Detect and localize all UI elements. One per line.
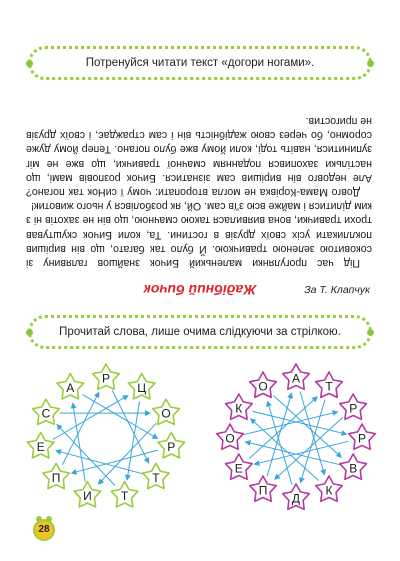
page-number: 28 xyxy=(38,524,50,535)
letter-star xyxy=(111,482,138,507)
letter-star xyxy=(43,463,70,488)
page-number-badge xyxy=(33,519,55,541)
star-letter: В xyxy=(349,461,358,476)
instruction-banner-2 xyxy=(28,315,372,349)
star-letter: П xyxy=(51,470,61,485)
instruction-text-2: Прочитай слова, лише очима слідкуючи за стрілкою. xyxy=(59,326,341,338)
star-letter: К xyxy=(325,483,333,498)
letter-star xyxy=(33,399,60,424)
letter-star xyxy=(283,484,310,509)
star-letter: Т xyxy=(120,489,129,504)
letter-star xyxy=(158,433,185,458)
arrow-line xyxy=(273,396,341,458)
letter-star xyxy=(226,394,253,419)
star-letter: Е xyxy=(36,440,45,454)
arrow-line xyxy=(251,419,319,481)
letter-star xyxy=(226,454,253,479)
arrow-line xyxy=(252,411,346,434)
instruction-banner-1 xyxy=(28,46,372,80)
story-paragraph: Під час прогулянки маленький Бичок знайшов галявину зі соковитою зеленою травичкою. Й було так багато, що він вирішив поклликати усіх своїх друзів в гостини. Та, коли Бичок скуштував трохи травички, вона виявилася такою смачною, що він не захотів ні з ким ділитися і майже всю з'їв сам. Ой, як розболівся у нього животик! xyxy=(26,200,372,269)
star-letter: Е xyxy=(234,461,243,476)
star-letter: И xyxy=(83,489,92,504)
star-letter: С xyxy=(41,406,51,421)
arrow-line xyxy=(301,400,326,483)
story-author: За Т. Клапчук xyxy=(304,284,370,296)
star-letter: Р xyxy=(167,440,176,454)
letter-star xyxy=(93,364,120,389)
letter-wheel-svg xyxy=(22,358,190,514)
star-letter: П xyxy=(258,483,268,498)
story-body xyxy=(26,114,372,270)
letter-star xyxy=(128,374,155,399)
star-letter: Т xyxy=(152,470,160,485)
letter-star xyxy=(340,394,367,419)
clock-bell-icon xyxy=(46,516,52,522)
arrow-line xyxy=(268,401,293,484)
star-letter: А xyxy=(66,381,75,395)
letter-wheel-left xyxy=(22,358,190,514)
arrow-line xyxy=(82,395,157,439)
arrow-line xyxy=(254,441,348,464)
story-paragraph: Довго Мама-Корівка не могла второпати: чому ї сиНок так погано? Але недовго він вирішив сам зізнатися. Бичок розповів мамі, що настільки захопився поданням смачної травички, що вже не міг зупинитися, навіть тоді, коли йому вже було погано. Тепер йому дуже соромно, бо через свою жадібність він і сам страждає, і своїх друзів не пригостив. xyxy=(26,114,372,198)
star-letter: О xyxy=(225,431,235,446)
letter-star xyxy=(217,424,244,449)
arrow-line xyxy=(246,442,340,465)
letter-wheel-right xyxy=(212,358,380,514)
letter-star xyxy=(283,364,310,389)
letter-star xyxy=(250,372,277,397)
letter-star xyxy=(340,454,367,479)
letter-star xyxy=(153,399,180,424)
star-letter: К xyxy=(235,401,243,416)
letter-wheel-svg xyxy=(212,358,380,514)
star-letter: О xyxy=(161,406,171,421)
letter-star xyxy=(316,476,343,501)
letter-star xyxy=(316,372,343,397)
star-letter: А xyxy=(291,371,301,386)
arrow-line xyxy=(300,391,325,474)
star-letter: Р xyxy=(101,371,111,386)
star-letter: Ц xyxy=(137,381,147,395)
letter-star xyxy=(27,433,54,458)
star-letter: Д xyxy=(291,491,301,506)
letter-star xyxy=(74,482,101,507)
instruction-text-1: Потренуйся читати текст «догори ногами». xyxy=(85,57,315,69)
arrow-line xyxy=(244,412,338,435)
clock-bell-icon xyxy=(36,516,42,522)
letter-star xyxy=(250,476,277,501)
star-letter: Т xyxy=(325,379,333,394)
story-title: Жадібний бичок xyxy=(143,282,257,298)
arrow-line xyxy=(267,393,292,476)
letter-star xyxy=(349,424,376,449)
star-letter: Р xyxy=(349,401,358,416)
upside-down-text xyxy=(20,78,380,298)
letter-star xyxy=(57,374,84,399)
arrow-line xyxy=(53,396,128,440)
star-letter: О xyxy=(258,379,268,394)
letter-star xyxy=(143,463,170,488)
star-letter: Р xyxy=(357,431,367,446)
